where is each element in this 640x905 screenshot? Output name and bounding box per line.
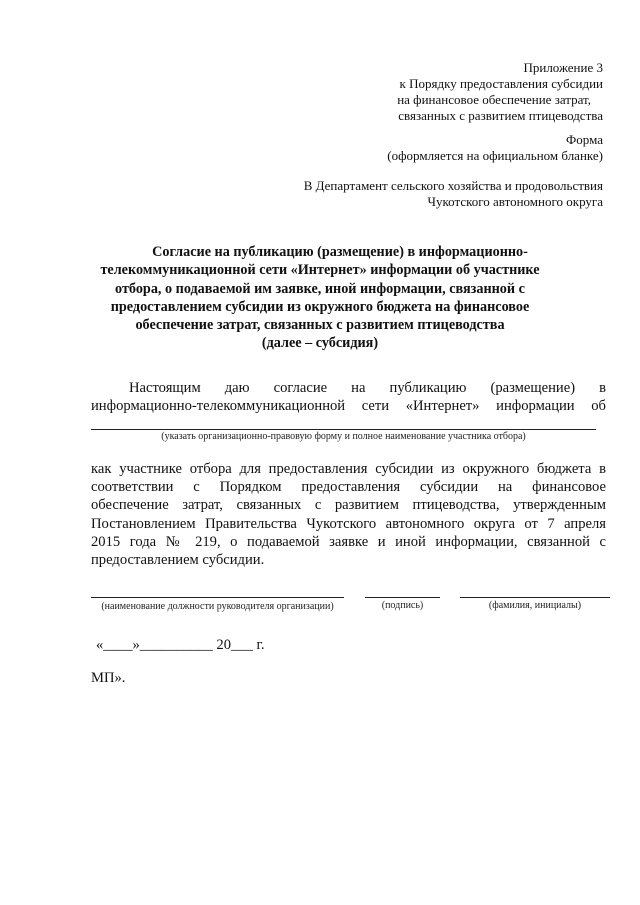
- addressee: [304, 178, 603, 210]
- body-line: соответствии с Порядком предоставления субсидии на финансовое: [91, 479, 606, 496]
- addressee-line: В Департамент сельского хозяйства и продовольствия: [303, 178, 603, 193]
- appendix-line: связанных с развитием птицеводства: [398, 108, 603, 123]
- title-line: отбора, о подаваемой им заявке, иной информации, связанной с: [115, 280, 525, 297]
- appendix-line: на финансовое обеспечение затрат,: [397, 92, 591, 107]
- consent-paragraph: [91, 379, 606, 415]
- body-paragraph: [91, 460, 606, 569]
- title-line: предоставлением субсидии из окружного бюджета на финансовое: [110, 298, 530, 315]
- participant-caption: (указать организационно-правовую форму и полное наименование участника отбора): [161, 431, 526, 442]
- title-line: (далее – субсидия): [261, 335, 379, 352]
- body-line: Постановлением Правительства Чукотского автономного округа от 7 апреля: [91, 515, 606, 532]
- title-line: телекоммуникационной сети «Интернет» информации об участнике: [100, 262, 540, 279]
- sign-line: [365, 597, 440, 598]
- form-label: Форма: [566, 132, 603, 147]
- date-line: «____»__________ 20___ г.: [96, 637, 265, 653]
- appendix-line: Приложение 3: [523, 60, 603, 75]
- participant-name-line: [91, 429, 596, 430]
- appendix-header: [397, 60, 603, 124]
- body-line: обеспечение затрат, связанных с развитием птицеводства, утвержденным: [91, 497, 606, 514]
- title-line: обеспечение затрат, связанных с развитием птицеводства: [135, 317, 505, 334]
- form-note: [387, 132, 603, 164]
- position-signature-line: [91, 597, 344, 598]
- sign-caption: (подпись): [381, 600, 424, 611]
- addressee-line: Чукотского автономного округа: [427, 194, 603, 209]
- body-line: 2015 года № 219, о подаваемой заявке и иной информации, связанной с: [91, 533, 606, 550]
- form-official-blank-note: (оформляется на официальном бланке): [387, 148, 603, 163]
- consent-line: информационно-телекоммуникационной сети «Интернет» информации об: [91, 398, 606, 415]
- title-line: Согласие на публикацию (размещение) в информационно-: [152, 244, 528, 260]
- body-line: предоставлением субсидии.: [91, 552, 265, 569]
- name-caption: (фамилия, инициалы): [488, 600, 582, 611]
- position-caption: (наименование должности руководителя организации): [101, 601, 334, 612]
- document-title: [90, 243, 550, 353]
- stamp-place: МП».: [91, 670, 126, 686]
- consent-line: Настоящим даю согласие на публикацию (размещение) в: [129, 380, 606, 396]
- body-line: как участнике отбора для предоставления субсидии из окружного бюджета в: [91, 461, 606, 477]
- appendix-line: к Порядку предоставления субсидии: [399, 76, 603, 91]
- name-line: [460, 597, 610, 598]
